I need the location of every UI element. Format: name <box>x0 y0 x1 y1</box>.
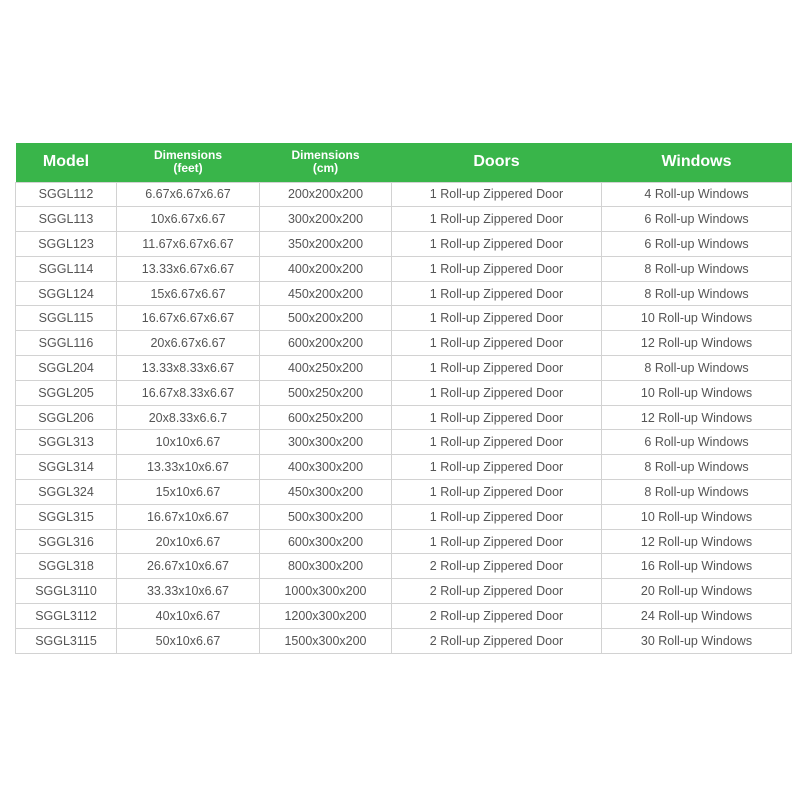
cell-dimensions-feet: 15x6.67x6.67 <box>117 281 260 306</box>
cell-dimensions-feet: 20x6.67x6.67 <box>117 331 260 356</box>
table-row <box>16 405 792 430</box>
cell-dimensions-feet: 13.33x6.67x6.67 <box>117 256 260 281</box>
cell-doors: 1 Roll-up Zippered Door <box>392 207 602 232</box>
cell-dimensions-feet: 10x6.67x6.67 <box>117 207 260 232</box>
header-model: Model <box>42 153 90 171</box>
cell-dimensions-feet: 6.67x6.67x6.67 <box>117 182 260 207</box>
cell-doors: 2 Roll-up Zippered Door <box>392 628 602 653</box>
cell-dimensions-cm: 1500x300x200 <box>260 628 392 653</box>
cell-doors: 1 Roll-up Zippered Door <box>392 331 602 356</box>
cell-windows: 8 Roll-up Windows <box>602 256 792 281</box>
cell-dimensions-cm: 500x300x200 <box>260 504 392 529</box>
cell-windows: 12 Roll-up Windows <box>602 529 792 554</box>
cell-doors: 1 Roll-up Zippered Door <box>392 455 602 480</box>
cell-windows: 10 Roll-up Windows <box>602 380 792 405</box>
cell-model: SGGL113 <box>16 207 117 232</box>
cell-dimensions-cm: 300x300x200 <box>260 430 392 455</box>
cell-dimensions-cm: 400x250x200 <box>260 356 392 381</box>
table-row <box>16 256 792 281</box>
cell-model: SGGL318 <box>16 554 117 579</box>
cell-windows: 6 Roll-up Windows <box>602 430 792 455</box>
cell-dimensions-cm: 450x200x200 <box>260 281 392 306</box>
table-row <box>16 579 792 604</box>
cell-doors: 1 Roll-up Zippered Door <box>392 306 602 331</box>
cell-doors: 1 Roll-up Zippered Door <box>392 182 602 207</box>
cell-dimensions-cm: 600x300x200 <box>260 529 392 554</box>
cell-windows: 8 Roll-up Windows <box>602 281 792 306</box>
table-row <box>16 504 792 529</box>
cell-doors: 1 Roll-up Zippered Door <box>392 256 602 281</box>
cell-model: SGGL314 <box>16 455 117 480</box>
cell-dimensions-cm: 450x300x200 <box>260 480 392 505</box>
cell-doors: 2 Roll-up Zippered Door <box>392 604 602 629</box>
cell-model: SGGL115 <box>16 306 117 331</box>
cell-windows: 30 Roll-up Windows <box>602 628 792 653</box>
table-body <box>16 182 792 653</box>
header-dimensions-cm <box>260 143 392 182</box>
header-windows: Windows <box>661 153 732 171</box>
cell-model: SGGL316 <box>16 529 117 554</box>
cell-dimensions-cm: 350x200x200 <box>260 232 392 257</box>
cell-dimensions-feet: 16.67x6.67x6.67 <box>117 306 260 331</box>
spec-table-container <box>15 143 791 654</box>
cell-dimensions-feet: 16.67x10x6.67 <box>117 504 260 529</box>
cell-dimensions-feet: 50x10x6.67 <box>117 628 260 653</box>
cell-dimensions-feet: 20x10x6.67 <box>117 529 260 554</box>
cell-windows: 16 Roll-up Windows <box>602 554 792 579</box>
cell-windows: 8 Roll-up Windows <box>602 455 792 480</box>
cell-dimensions-feet: 16.67x8.33x6.67 <box>117 380 260 405</box>
header-dimensions-cm-line2: (cm) <box>312 161 339 176</box>
cell-dimensions-cm: 1000x300x200 <box>260 579 392 604</box>
table-row <box>16 628 792 653</box>
table-row <box>16 430 792 455</box>
cell-dimensions-feet: 40x10x6.67 <box>117 604 260 629</box>
cell-model: SGGL116 <box>16 331 117 356</box>
table-row <box>16 207 792 232</box>
cell-doors: 1 Roll-up Zippered Door <box>392 405 602 430</box>
cell-windows: 6 Roll-up Windows <box>602 207 792 232</box>
cell-model: SGGL315 <box>16 504 117 529</box>
cell-dimensions-cm: 400x200x200 <box>260 256 392 281</box>
table-row <box>16 356 792 381</box>
header-doors: Doors <box>473 153 520 171</box>
table-row <box>16 281 792 306</box>
cell-doors: 2 Roll-up Zippered Door <box>392 579 602 604</box>
cell-dimensions-cm: 300x200x200 <box>260 207 392 232</box>
table-row <box>16 480 792 505</box>
cell-windows: 8 Roll-up Windows <box>602 480 792 505</box>
cell-doors: 1 Roll-up Zippered Door <box>392 232 602 257</box>
cell-doors: 1 Roll-up Zippered Door <box>392 504 602 529</box>
header-dimensions-feet-line1: Dimensions <box>153 148 222 163</box>
cell-windows: 8 Roll-up Windows <box>602 356 792 381</box>
cell-dimensions-feet: 15x10x6.67 <box>117 480 260 505</box>
cell-model: SGGL313 <box>16 430 117 455</box>
cell-windows: 12 Roll-up Windows <box>602 331 792 356</box>
table-row <box>16 529 792 554</box>
table-row <box>16 331 792 356</box>
cell-dimensions-cm: 400x300x200 <box>260 455 392 480</box>
cell-dimensions-feet: 13.33x10x6.67 <box>117 455 260 480</box>
cell-doors: 1 Roll-up Zippered Door <box>392 380 602 405</box>
cell-model: SGGL124 <box>16 281 117 306</box>
cell-doors: 2 Roll-up Zippered Door <box>392 554 602 579</box>
cell-dimensions-cm: 1200x300x200 <box>260 604 392 629</box>
header-dimensions-feet-line2: (feet) <box>173 161 203 176</box>
header-dimensions-cm-line1: Dimensions <box>291 148 360 163</box>
cell-doors: 1 Roll-up Zippered Door <box>392 430 602 455</box>
table-row <box>16 182 792 207</box>
header-dimensions-feet <box>117 143 260 182</box>
spec-table <box>15 143 792 654</box>
cell-windows: 12 Roll-up Windows <box>602 405 792 430</box>
table-row <box>16 604 792 629</box>
cell-dimensions-feet: 11.67x6.67x6.67 <box>117 232 260 257</box>
cell-model: SGGL112 <box>16 182 117 207</box>
cell-dimensions-feet: 26.67x10x6.67 <box>117 554 260 579</box>
cell-dimensions-cm: 500x250x200 <box>260 380 392 405</box>
cell-dimensions-feet: 10x10x6.67 <box>117 430 260 455</box>
cell-windows: 6 Roll-up Windows <box>602 232 792 257</box>
cell-doors: 1 Roll-up Zippered Door <box>392 529 602 554</box>
cell-windows: 20 Roll-up Windows <box>602 579 792 604</box>
cell-dimensions-cm: 800x300x200 <box>260 554 392 579</box>
cell-doors: 1 Roll-up Zippered Door <box>392 480 602 505</box>
cell-dimensions-feet: 33.33x10x6.67 <box>117 579 260 604</box>
cell-windows: 10 Roll-up Windows <box>602 306 792 331</box>
table-header <box>16 143 792 182</box>
cell-model: SGGL114 <box>16 256 117 281</box>
cell-dimensions-cm: 600x200x200 <box>260 331 392 356</box>
cell-model: SGGL3110 <box>16 579 117 604</box>
header-row <box>16 143 792 182</box>
cell-model: SGGL204 <box>16 356 117 381</box>
table-row <box>16 380 792 405</box>
cell-model: SGGL3112 <box>16 604 117 629</box>
cell-model: SGGL206 <box>16 405 117 430</box>
cell-dimensions-cm: 500x200x200 <box>260 306 392 331</box>
cell-dimensions-cm: 200x200x200 <box>260 182 392 207</box>
cell-model: SGGL123 <box>16 232 117 257</box>
table-row <box>16 232 792 257</box>
cell-dimensions-cm: 600x250x200 <box>260 405 392 430</box>
cell-windows: 4 Roll-up Windows <box>602 182 792 207</box>
table-row <box>16 455 792 480</box>
cell-windows: 10 Roll-up Windows <box>602 504 792 529</box>
cell-doors: 1 Roll-up Zippered Door <box>392 356 602 381</box>
cell-model: SGGL324 <box>16 480 117 505</box>
cell-model: SGGL205 <box>16 380 117 405</box>
cell-dimensions-feet: 20x8.33x6.6.7 <box>117 405 260 430</box>
cell-dimensions-feet: 13.33x8.33x6.67 <box>117 356 260 381</box>
table-row <box>16 306 792 331</box>
table-row <box>16 554 792 579</box>
cell-model: SGGL3115 <box>16 628 117 653</box>
cell-doors: 1 Roll-up Zippered Door <box>392 281 602 306</box>
cell-windows: 24 Roll-up Windows <box>602 604 792 629</box>
